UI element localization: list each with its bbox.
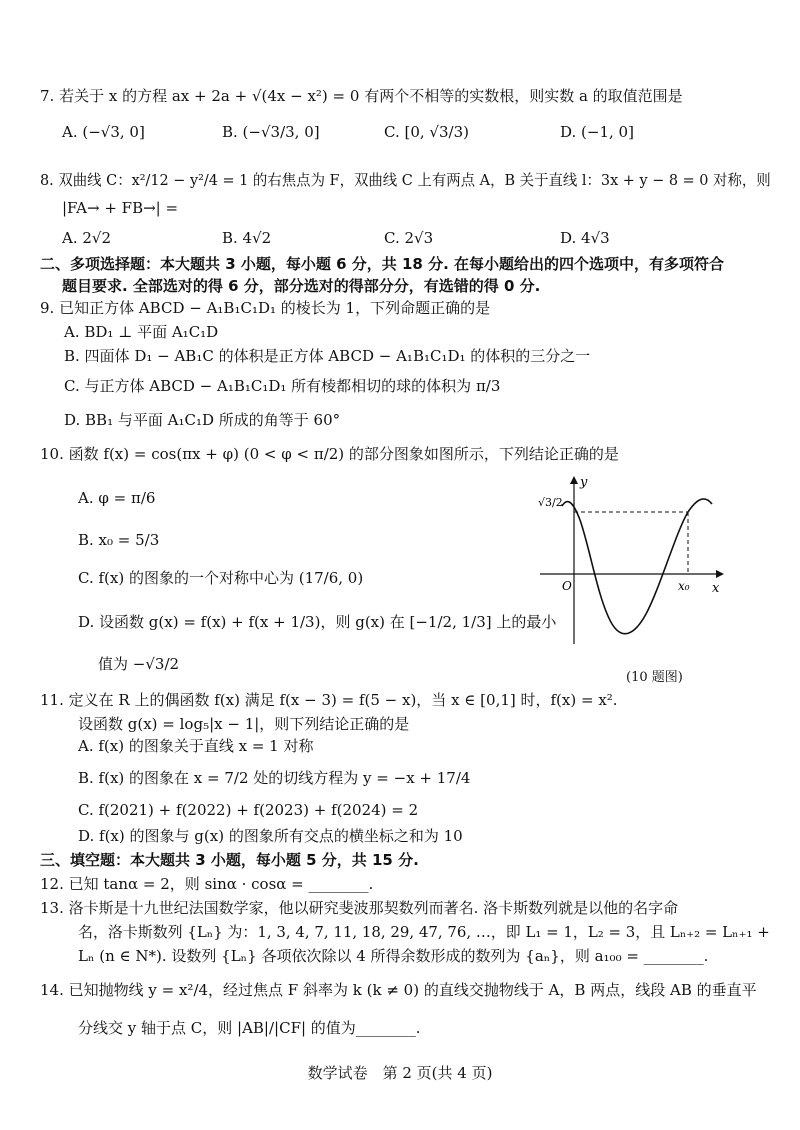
q7-option-b: B. (−√3/3, 0] bbox=[222, 123, 320, 141]
q8-option-b: B. 4√2 bbox=[222, 229, 272, 247]
section2-heading: 二、多项选择题：本大题共 3 小题，每小题 6 分，共 18 分. 在每小题给出的四个选项中，有多项符合 bbox=[40, 255, 725, 273]
y-axis-label: y bbox=[580, 475, 588, 490]
q10-option-b: B. x₀ = 5/3 bbox=[78, 531, 160, 549]
q11-option-a: A. f(x) 的图象关于直线 x = 1 对称 bbox=[78, 737, 314, 755]
q7-stem: 7. 若关于 x 的方程 ax + 2a + √(4x − x²) = 0 有两个不相等的实数根，则实数 a 的取值范围是 bbox=[40, 87, 683, 105]
q9-option-a: A. BD₁ ⊥ 平面 A₁C₁D bbox=[64, 323, 219, 341]
q9-option-c: C. 与正方体 ABCD − A₁B₁C₁D₁ 所有棱都相切的球的体积为 π/3 bbox=[64, 377, 501, 395]
q10-stem: 10. 函数 f(x) = cos(πx + φ) (0 < φ < π/2) 的部分图象如图所示，下列结论正确的是 bbox=[40, 445, 619, 463]
q11-stem-cont: 设函数 g(x) = log₅|x − 1|，则下列结论正确的是 bbox=[78, 715, 410, 733]
q13-line2: 名，洛卡斯数列 {Lₙ} 为：1, 3, 4, 7, 11, 18, 29, 47, 76, …，即 L₁ = 1，L₂ = 3，且 Lₙ₊₂ = Lₙ₊₁ + bbox=[78, 923, 770, 941]
q8-option-a: A. 2√2 bbox=[62, 229, 112, 247]
q9-option-d: D. BB₁ 与平面 A₁C₁D 所成的角等于 60° bbox=[64, 411, 341, 429]
y-axis-arrow-icon bbox=[570, 476, 578, 484]
x-axis-arrow-icon bbox=[716, 570, 724, 578]
q10-cosine-graph bbox=[538, 474, 728, 654]
section2-heading-cont: 题目要求. 全部选对的得 6 分，部分选对的得部分分，有选错的得 0 分. bbox=[62, 277, 541, 295]
q14-line1: 14. 已知抛物线 y = x²/4，经过焦点 F 斜率为 k (k ≠ 0) 的直线交抛物线于 A，B 两点，线段 AB 的垂直平 bbox=[40, 981, 757, 999]
q8-stem: 8. 双曲线 C：x²/12 − y²/4 = 1 的右焦点为 F，双曲线 C 上有两点 A，B 关于直线 l：3x + y − 8 = 0 对称，则 bbox=[40, 171, 771, 189]
q7-option-d: D. (−1, 0] bbox=[560, 123, 634, 141]
q11-option-d: D. f(x) 的图象与 g(x) 的图象所有交点的横坐标之和为 10 bbox=[78, 827, 463, 845]
q10-option-a: A. φ = π/6 bbox=[78, 489, 156, 507]
q11-stem: 11. 定义在 R 上的偶函数 f(x) 满足 f(x − 3) = f(5 − x)，当 x ∈ [0,1] 时，f(x) = x². bbox=[40, 691, 618, 709]
q13-line1: 13. 洛卡斯是十九世纪法国数学家，他以研究斐波那契数列而著名. 洛卡斯数列就是以他的名字命 bbox=[40, 899, 679, 917]
x0-label: x₀ bbox=[678, 579, 690, 593]
q10-figure-caption: (10 题图) bbox=[626, 670, 683, 685]
q11-option-b: B. f(x) 的图象在 x = 7/2 处的切线方程为 y = −x + 17/4 bbox=[78, 769, 471, 787]
section3-heading: 三、填空题：本大题共 3 小题，每小题 5 分，共 15 分. bbox=[40, 851, 419, 869]
q8-option-c: C. 2√3 bbox=[384, 229, 434, 247]
q11-option-c: C. f(2021) + f(2022) + f(2023) + f(2024) = 2 bbox=[78, 801, 419, 819]
q9-stem: 9. 已知正方体 ABCD − A₁B₁C₁D₁ 的棱长为 1，下列命题正确的是 bbox=[40, 299, 491, 317]
q8-stem-cont: |FA→ + FB→| = bbox=[62, 199, 179, 217]
x-axis-label: x bbox=[712, 581, 720, 596]
q7-option-c: C. [0, √3/3) bbox=[384, 123, 469, 141]
q10-option-d: D. 设函数 g(x) = f(x) + f(x + 1/3)，则 g(x) 在 [−1/2, 1/3] 上的最小 bbox=[78, 613, 557, 631]
q12-stem: 12. 已知 tanα = 2，则 sinα · cosα = ________. bbox=[40, 875, 374, 893]
q10-option-d-cont: 值为 −√3/2 bbox=[98, 655, 180, 673]
q13-line3: Lₙ (n ∈ N*). 设数列 {Lₙ} 各项依次除以 4 所得余数形成的数列为 {aₙ}，则 a₁₀₀ = ________. bbox=[78, 947, 709, 965]
q14-line2: 分线交 y 轴于点 C，则 |AB|/|CF| 的值为________. bbox=[78, 1019, 421, 1037]
q8-option-d: D. 4√3 bbox=[560, 229, 610, 247]
cosine-curve bbox=[562, 499, 712, 634]
q9-option-b: B. 四面体 D₁ − AB₁C 的体积是正方体 ABCD − A₁B₁C₁D₁ 的体积的三分之一 bbox=[64, 347, 591, 365]
origin-label: O bbox=[562, 579, 572, 593]
q10-option-c: C. f(x) 的图象的一个对称中心为 (17/6, 0) bbox=[78, 569, 364, 587]
q7-option-a: A. (−√3, 0] bbox=[62, 123, 145, 141]
page-footer: 数学试卷 第 2 页(共 4 页) bbox=[307, 1064, 493, 1082]
y-value-label: √3/2 bbox=[538, 496, 563, 509]
